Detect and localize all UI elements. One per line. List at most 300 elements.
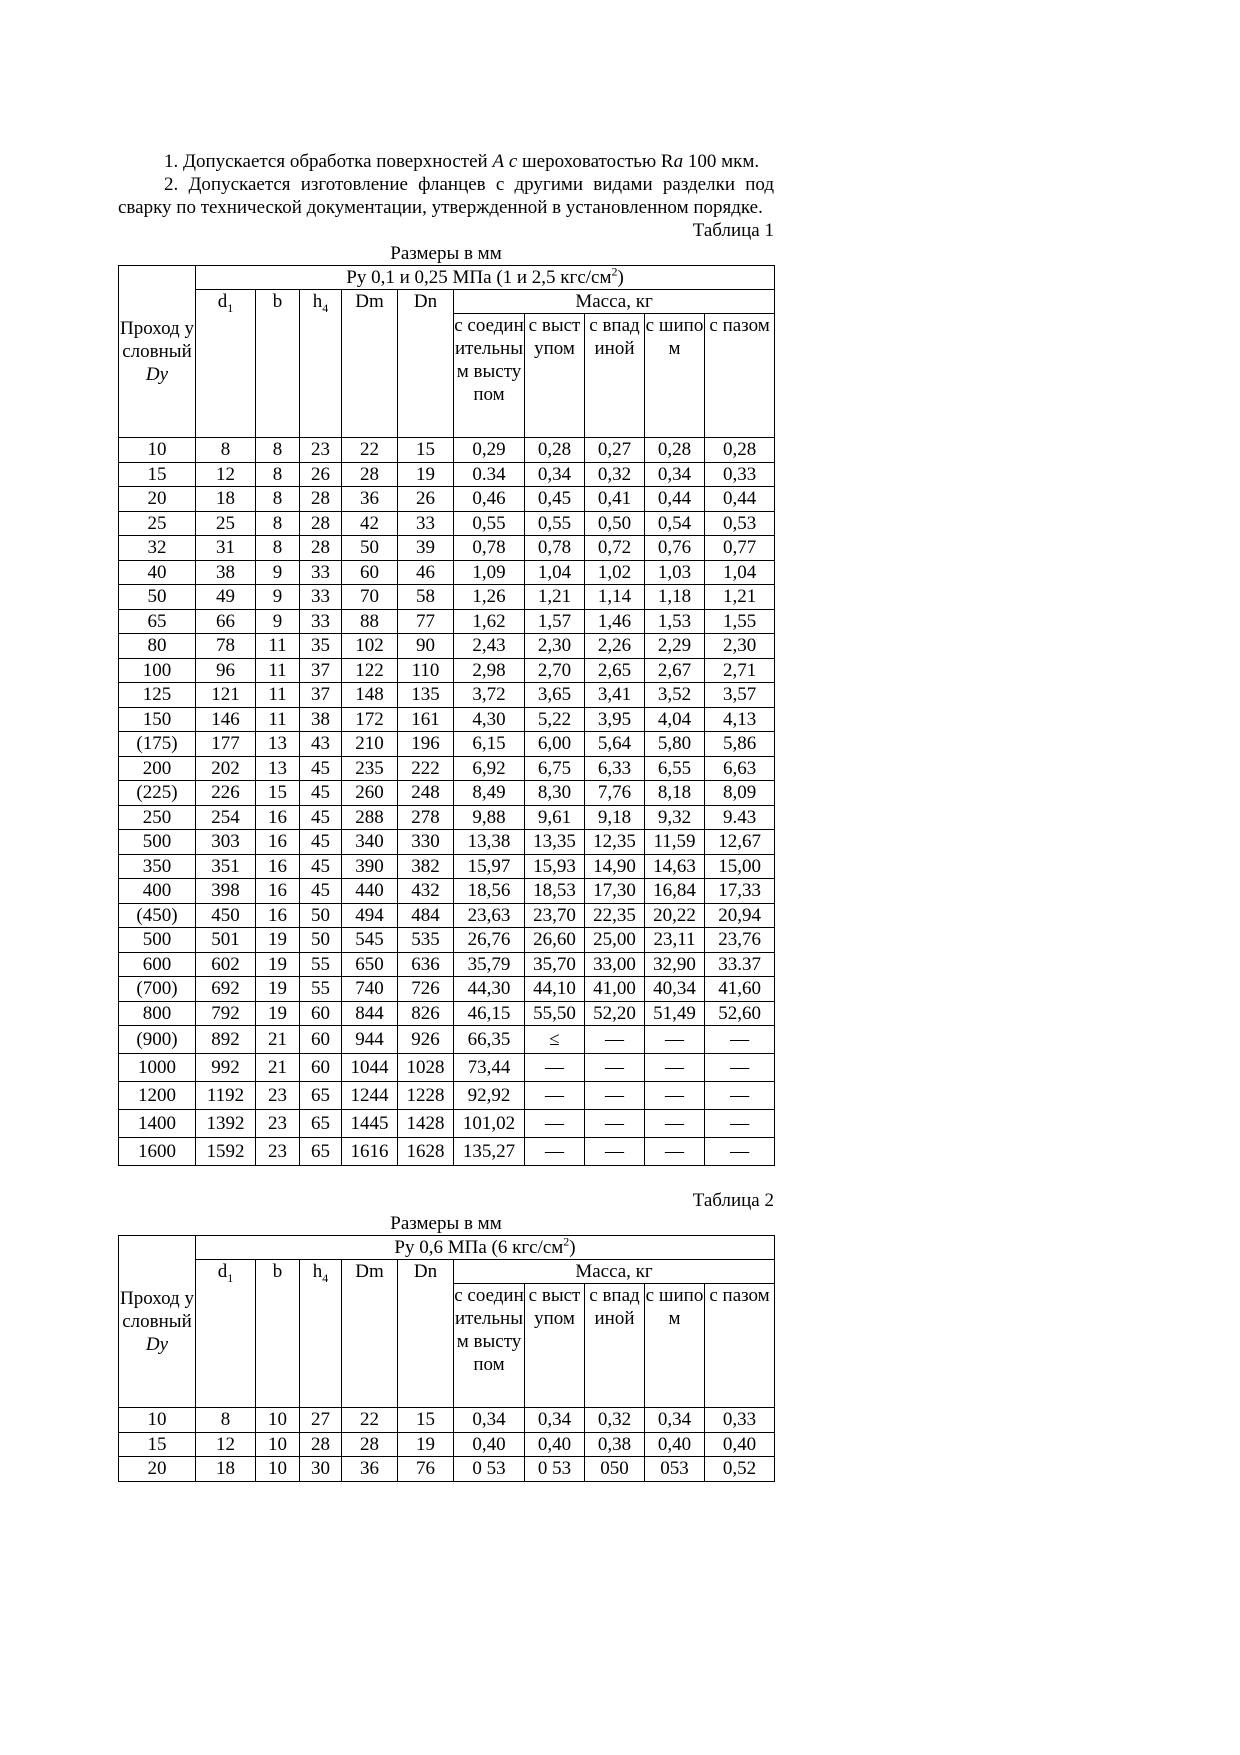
table-row (119, 438, 775, 463)
table-cell: 19 (256, 952, 300, 977)
table-cell: 944 (342, 1026, 398, 1054)
table-row (119, 536, 775, 561)
table-cell: 792 (196, 1001, 256, 1026)
table-cell: 8 (256, 462, 300, 487)
table-cell: 16 (256, 805, 300, 830)
table-cell: 2,30 (705, 634, 775, 659)
table-cell: 41,60 (705, 977, 775, 1002)
table-cell: 1,53 (645, 609, 705, 634)
table-cell: 1,14 (585, 585, 645, 610)
table-cell: 26 (300, 462, 342, 487)
table-cell: 12,67 (705, 830, 775, 855)
table-cell: 1000 (119, 1054, 196, 1082)
table-cell: 500 (119, 830, 196, 855)
table-cell: 3,57 (705, 683, 775, 708)
table-cell: 16 (256, 879, 300, 904)
table-cell: 288 (342, 805, 398, 830)
table-cell: 303 (196, 830, 256, 855)
table-cell: 10 (256, 1457, 300, 1482)
col-d1: $d_1$ (196, 290, 256, 438)
table-cell: 1592 (196, 1138, 256, 1166)
table-cell: 7,76 (585, 781, 645, 806)
table-cell: 25 (119, 511, 196, 536)
table-cell: 10 (256, 1408, 300, 1433)
table-cell: 15 (119, 462, 196, 487)
table-cell: 33 (300, 560, 342, 585)
table-cell: 55 (300, 977, 342, 1002)
table-cell: 726 (398, 977, 454, 1002)
table-cell: 351 (196, 854, 256, 879)
table-row (119, 830, 775, 855)
table-row (119, 756, 775, 781)
table-cell: 45 (300, 756, 342, 781)
table2-units: Размеры в мм (390, 1213, 502, 1234)
table-cell: 78 (196, 634, 256, 659)
table-cell: 390 (342, 854, 398, 879)
table-cell: 0,46 (454, 487, 525, 512)
table-cell: 2,26 (585, 634, 645, 659)
note-1: 1. Допускается обработка поверхностей А с шероховатостью Ra 100 мкм. (164, 151, 760, 172)
mass-col-connecting: с соединительным выступом (454, 1284, 525, 1408)
table-cell: 39 (398, 536, 454, 561)
table-cell: 0,77 (705, 536, 775, 561)
table-cell: 44,30 (454, 977, 525, 1002)
table-row (119, 683, 775, 708)
table-cell: 18 (196, 1457, 256, 1482)
table-cell: 92,92 (454, 1082, 525, 1110)
table-cell: 826 (398, 1001, 454, 1026)
table-cell: 50 (300, 903, 342, 928)
table-cell: 8,18 (645, 781, 705, 806)
table-cell: 26,60 (525, 928, 585, 953)
table-cell: 35,70 (525, 952, 585, 977)
table-cell: ≤ (525, 1026, 585, 1054)
table-cell: 44,10 (525, 977, 585, 1002)
table-cell: 600 (119, 952, 196, 977)
table-cell: 0,40 (705, 1432, 775, 1457)
table-cell: 0,55 (525, 511, 585, 536)
table-cell: 37 (300, 683, 342, 708)
table-cell: 3,65 (525, 683, 585, 708)
table-cell: 52,60 (705, 1001, 775, 1026)
table-cell: 1392 (196, 1110, 256, 1138)
col-h4: $h_4$ (300, 1260, 342, 1408)
table-cell: 1200 (119, 1082, 196, 1110)
table-cell: 13,38 (454, 830, 525, 855)
table-cell: 23,76 (705, 928, 775, 953)
table-cell: 13,35 (525, 830, 585, 855)
col-mass: Масса, кг (454, 290, 775, 314)
table-cell: 9,32 (645, 805, 705, 830)
table-cell: 2,70 (525, 658, 585, 683)
table-cell: — (525, 1082, 585, 1110)
table-cell: 27 (300, 1408, 342, 1433)
col-dn: Dn (398, 290, 454, 438)
table-cell: (450) (119, 903, 196, 928)
col-dm: Dm (342, 1260, 398, 1408)
table-cell: 200 (119, 756, 196, 781)
col-b: b (256, 1260, 300, 1408)
table-cell: 14,90 (585, 854, 645, 879)
table-cell: 0,29 (454, 438, 525, 463)
table-cell: 55 (300, 952, 342, 977)
table-row (119, 1001, 775, 1026)
table-cell: 740 (342, 977, 398, 1002)
table-cell: 19 (256, 928, 300, 953)
table-cell: 1600 (119, 1138, 196, 1166)
table-cell: 2,30 (525, 634, 585, 659)
table-cell: 0,53 (705, 511, 775, 536)
table-cell: 28 (342, 1432, 398, 1457)
table-cell: 398 (196, 879, 256, 904)
table-cell: 382 (398, 854, 454, 879)
table1-units: Размеры в мм (390, 243, 502, 264)
table-cell: 31 (196, 536, 256, 561)
table-cell: 1445 (342, 1110, 398, 1138)
table-row (119, 1082, 775, 1110)
table-cell: 4,04 (645, 707, 705, 732)
table-cell: 60 (342, 560, 398, 585)
table-cell: 60 (300, 1026, 342, 1054)
table-cell: 0,40 (525, 1432, 585, 1457)
table-cell: (700) (119, 977, 196, 1002)
table-cell: 36 (342, 1457, 398, 1482)
table-cell: 226 (196, 781, 256, 806)
table-cell: 17,30 (585, 879, 645, 904)
table-cell: 0,32 (585, 1408, 645, 1433)
table-cell: — (645, 1082, 705, 1110)
table-cell: 88 (342, 609, 398, 634)
table-cell: 1628 (398, 1138, 454, 1166)
table-cell: 0,28 (705, 438, 775, 463)
table-cell: 121 (196, 683, 256, 708)
table-cell: 1028 (398, 1054, 454, 1082)
table-row (119, 634, 775, 659)
table-cell: 20,22 (645, 903, 705, 928)
table-cell: 350 (119, 854, 196, 879)
table-cell: 1,18 (645, 585, 705, 610)
table-cell: 235 (342, 756, 398, 781)
table-cell: 3,52 (645, 683, 705, 708)
table-cell: 8 (256, 511, 300, 536)
table-cell: 16 (256, 903, 300, 928)
table-cell: 28 (342, 462, 398, 487)
table-cell: 636 (398, 952, 454, 977)
table-cell: 50 (119, 585, 196, 610)
table-cell: 260 (342, 781, 398, 806)
table-cell: 926 (398, 1026, 454, 1054)
table-cell: 8 (256, 487, 300, 512)
table-cell: 11 (256, 683, 300, 708)
table-cell: 0,52 (705, 1457, 775, 1482)
table-cell: 6,15 (454, 732, 525, 757)
table-cell: 19 (256, 977, 300, 1002)
table-cell: 3,72 (454, 683, 525, 708)
table-cell: 50 (342, 536, 398, 561)
col-d1: $d_1$ (196, 1260, 256, 1408)
table-cell: 278 (398, 805, 454, 830)
table-cell: — (585, 1054, 645, 1082)
document-page (118, 150, 774, 1482)
table-cell: 1428 (398, 1110, 454, 1138)
table-cell: 0,40 (645, 1432, 705, 1457)
table-row (119, 928, 775, 953)
table-cell: 96 (196, 658, 256, 683)
table-cell: 3,95 (585, 707, 645, 732)
table-row (119, 952, 775, 977)
table-cell: 10 (119, 438, 196, 463)
table-cell: 15 (119, 1432, 196, 1457)
table-cell: 37 (300, 658, 342, 683)
table-cell: 1,57 (525, 609, 585, 634)
table-cell: 11 (256, 634, 300, 659)
table-cell: 22 (342, 438, 398, 463)
table-cell: 36 (342, 487, 398, 512)
table-cell: 33 (398, 511, 454, 536)
table-cell: 0,40 (454, 1432, 525, 1457)
table-cell: 196 (398, 732, 454, 757)
pressure-header: Ру 0,1 и 0,25 МПа (1 и 2,5 кгс/$см^2$) (196, 266, 775, 290)
table-row (119, 707, 775, 732)
table-row (119, 462, 775, 487)
table-cell: 0,27 (585, 438, 645, 463)
table-row (119, 487, 775, 512)
table-cell: 73,44 (454, 1054, 525, 1082)
mass-col-recess: с впадиной (585, 314, 645, 438)
table-cell: 12,35 (585, 830, 645, 855)
table-cell: 1,21 (525, 585, 585, 610)
table-row (119, 903, 775, 928)
table-cell: 844 (342, 1001, 398, 1026)
table-cell: 800 (119, 1001, 196, 1026)
table-cell: 2,43 (454, 634, 525, 659)
table-cell: 5,22 (525, 707, 585, 732)
table-cell: 4,30 (454, 707, 525, 732)
table-cell: 45 (300, 830, 342, 855)
table-cell: 11 (256, 658, 300, 683)
table-cell: 16 (256, 854, 300, 879)
table-row (119, 1110, 775, 1138)
table-cell: 0,34 (525, 462, 585, 487)
table-cell: 18,56 (454, 879, 525, 904)
table-cell: 20 (119, 1457, 196, 1482)
table-cell: — (705, 1110, 775, 1138)
table-row (119, 1054, 775, 1082)
table-cell: — (645, 1110, 705, 1138)
table-cell: 1244 (342, 1082, 398, 1110)
table-cell: 15 (256, 781, 300, 806)
table-cell: 172 (342, 707, 398, 732)
table-cell: 38 (300, 707, 342, 732)
table-cell: 43 (300, 732, 342, 757)
table-cell: 21 (256, 1026, 300, 1054)
table-cell: 19 (398, 1432, 454, 1457)
table-cell: 65 (119, 609, 196, 634)
table-cell: 161 (398, 707, 454, 732)
table-row (119, 585, 775, 610)
mass-col-tenon: с шипом (645, 314, 705, 438)
table-cell: 3,41 (585, 683, 645, 708)
table-cell: 1,62 (454, 609, 525, 634)
table-cell: 1228 (398, 1082, 454, 1110)
table-cell: 5,86 (705, 732, 775, 757)
table-cell: 0 53 (454, 1457, 525, 1482)
table-cell: 15,93 (525, 854, 585, 879)
table-cell: 23 (300, 438, 342, 463)
table-cell: 77 (398, 609, 454, 634)
table-cell: 55,50 (525, 1001, 585, 1026)
table-cell: 8 (256, 438, 300, 463)
mass-col-protrusion: с выступом (525, 314, 585, 438)
table-cell: 13 (256, 756, 300, 781)
table-cell: 535 (398, 928, 454, 953)
table-cell: 28 (300, 1432, 342, 1457)
table-cell: 202 (196, 756, 256, 781)
table-cell: 6,55 (645, 756, 705, 781)
table-cell: — (705, 1054, 775, 1082)
table-cell: 9.43 (705, 805, 775, 830)
table1-body (119, 438, 775, 1166)
table-cell: 050 (585, 1457, 645, 1482)
row-header-cell: Проход условный Dy (119, 1236, 196, 1408)
table-cell: 46,15 (454, 1001, 525, 1026)
mass-col-groove: с пазом (705, 1284, 775, 1408)
table-cell: 19 (256, 1001, 300, 1026)
table-row (119, 511, 775, 536)
table-cell: — (585, 1082, 645, 1110)
mass-col-recess: с впадиной (585, 1284, 645, 1408)
table-cell: 35 (300, 634, 342, 659)
table-cell: 1,55 (705, 609, 775, 634)
table-cell: 21 (256, 1054, 300, 1082)
col-mass: Масса, кг (454, 1260, 775, 1284)
table-cell: 0.34 (454, 462, 525, 487)
table-cell: 8,09 (705, 781, 775, 806)
table-cell: 23,63 (454, 903, 525, 928)
table-cell: 9,61 (525, 805, 585, 830)
table-cell: 30 (300, 1457, 342, 1482)
mass-col-protrusion: с выступом (525, 1284, 585, 1408)
table-row (119, 879, 775, 904)
table-cell: 222 (398, 756, 454, 781)
table-cell: 135,27 (454, 1138, 525, 1166)
table-cell: 6,33 (585, 756, 645, 781)
table-cell: 12 (196, 1432, 256, 1457)
mass-col-groove: с пазом (705, 314, 775, 438)
table-cell: 28 (300, 536, 342, 561)
table-cell: 6,00 (525, 732, 585, 757)
table-cell: 70 (342, 585, 398, 610)
table-cell: — (645, 1054, 705, 1082)
table-cell: 50 (300, 928, 342, 953)
table-cell: 23 (256, 1138, 300, 1166)
table-cell: 0,32 (585, 462, 645, 487)
table-cell: 0,78 (454, 536, 525, 561)
table-cell: 0,54 (645, 511, 705, 536)
note-2: 2. Допускается изготовление фланцев с другими видами разделки под сварку по технической документации, утвержденной в установленном порядке. (118, 174, 774, 218)
table-cell: (175) (119, 732, 196, 757)
table-row (119, 805, 775, 830)
table2-body (119, 1408, 775, 1482)
table-row (119, 1457, 775, 1482)
table-cell: 15,97 (454, 854, 525, 879)
table-cell: 102 (342, 634, 398, 659)
table-cell: 26 (398, 487, 454, 512)
table-cell: — (645, 1138, 705, 1166)
table-cell: 2,29 (645, 634, 705, 659)
table-cell: 35,79 (454, 952, 525, 977)
table-row (119, 977, 775, 1002)
table-cell: 0,34 (525, 1408, 585, 1433)
table-cell: 1192 (196, 1082, 256, 1110)
table-cell: 692 (196, 977, 256, 1002)
table-cell: 1,46 (585, 609, 645, 634)
table-row (119, 1432, 775, 1457)
table-cell: 22 (342, 1408, 398, 1433)
table-cell: 248 (398, 781, 454, 806)
col-b: b (256, 290, 300, 438)
table-cell: 545 (342, 928, 398, 953)
table-cell: 40,34 (645, 977, 705, 1002)
table-cell: — (705, 1082, 775, 1110)
table-cell: — (585, 1110, 645, 1138)
table-cell: 0,34 (645, 1408, 705, 1433)
table-cell: 146 (196, 707, 256, 732)
table-cell: 150 (119, 707, 196, 732)
table-cell: 45 (300, 879, 342, 904)
table-cell: 19 (398, 462, 454, 487)
table-cell: 340 (342, 830, 398, 855)
table-cell: 053 (645, 1457, 705, 1482)
table-cell: 0,28 (525, 438, 585, 463)
table-row (119, 658, 775, 683)
table-cell: 1400 (119, 1110, 196, 1138)
table-cell: 41,00 (585, 977, 645, 1002)
table-cell: 33 (300, 609, 342, 634)
table-cell: — (585, 1026, 645, 1054)
table-cell: 125 (119, 683, 196, 708)
table-cell: — (705, 1026, 775, 1054)
table-cell: 210 (342, 732, 398, 757)
table-cell: 0,50 (585, 511, 645, 536)
table-cell: 28 (300, 487, 342, 512)
table-cell: 8 (256, 536, 300, 561)
table-cell: 501 (196, 928, 256, 953)
table-cell: 18,53 (525, 879, 585, 904)
table-cell: 500 (119, 928, 196, 953)
table-cell: 1,21 (705, 585, 775, 610)
table-cell: 2,98 (454, 658, 525, 683)
table-cell: 65 (300, 1082, 342, 1110)
table-cell: 51,49 (645, 1001, 705, 1026)
table-cell: 11 (256, 707, 300, 732)
table-cell: 5,80 (645, 732, 705, 757)
table-cell: 0,78 (525, 536, 585, 561)
table-cell: 66,35 (454, 1026, 525, 1054)
mass-col-tenon: с шипом (645, 1284, 705, 1408)
table-cell: 650 (342, 952, 398, 977)
table-cell: (900) (119, 1026, 196, 1054)
table-cell: 16,84 (645, 879, 705, 904)
table-cell: 1044 (342, 1054, 398, 1082)
table-cell: 400 (119, 879, 196, 904)
table-cell: 0,34 (645, 462, 705, 487)
table-cell: 250 (119, 805, 196, 830)
table-cell: 38 (196, 560, 256, 585)
table-row (119, 609, 775, 634)
table-cell: 494 (342, 903, 398, 928)
table-cell: 101,02 (454, 1110, 525, 1138)
